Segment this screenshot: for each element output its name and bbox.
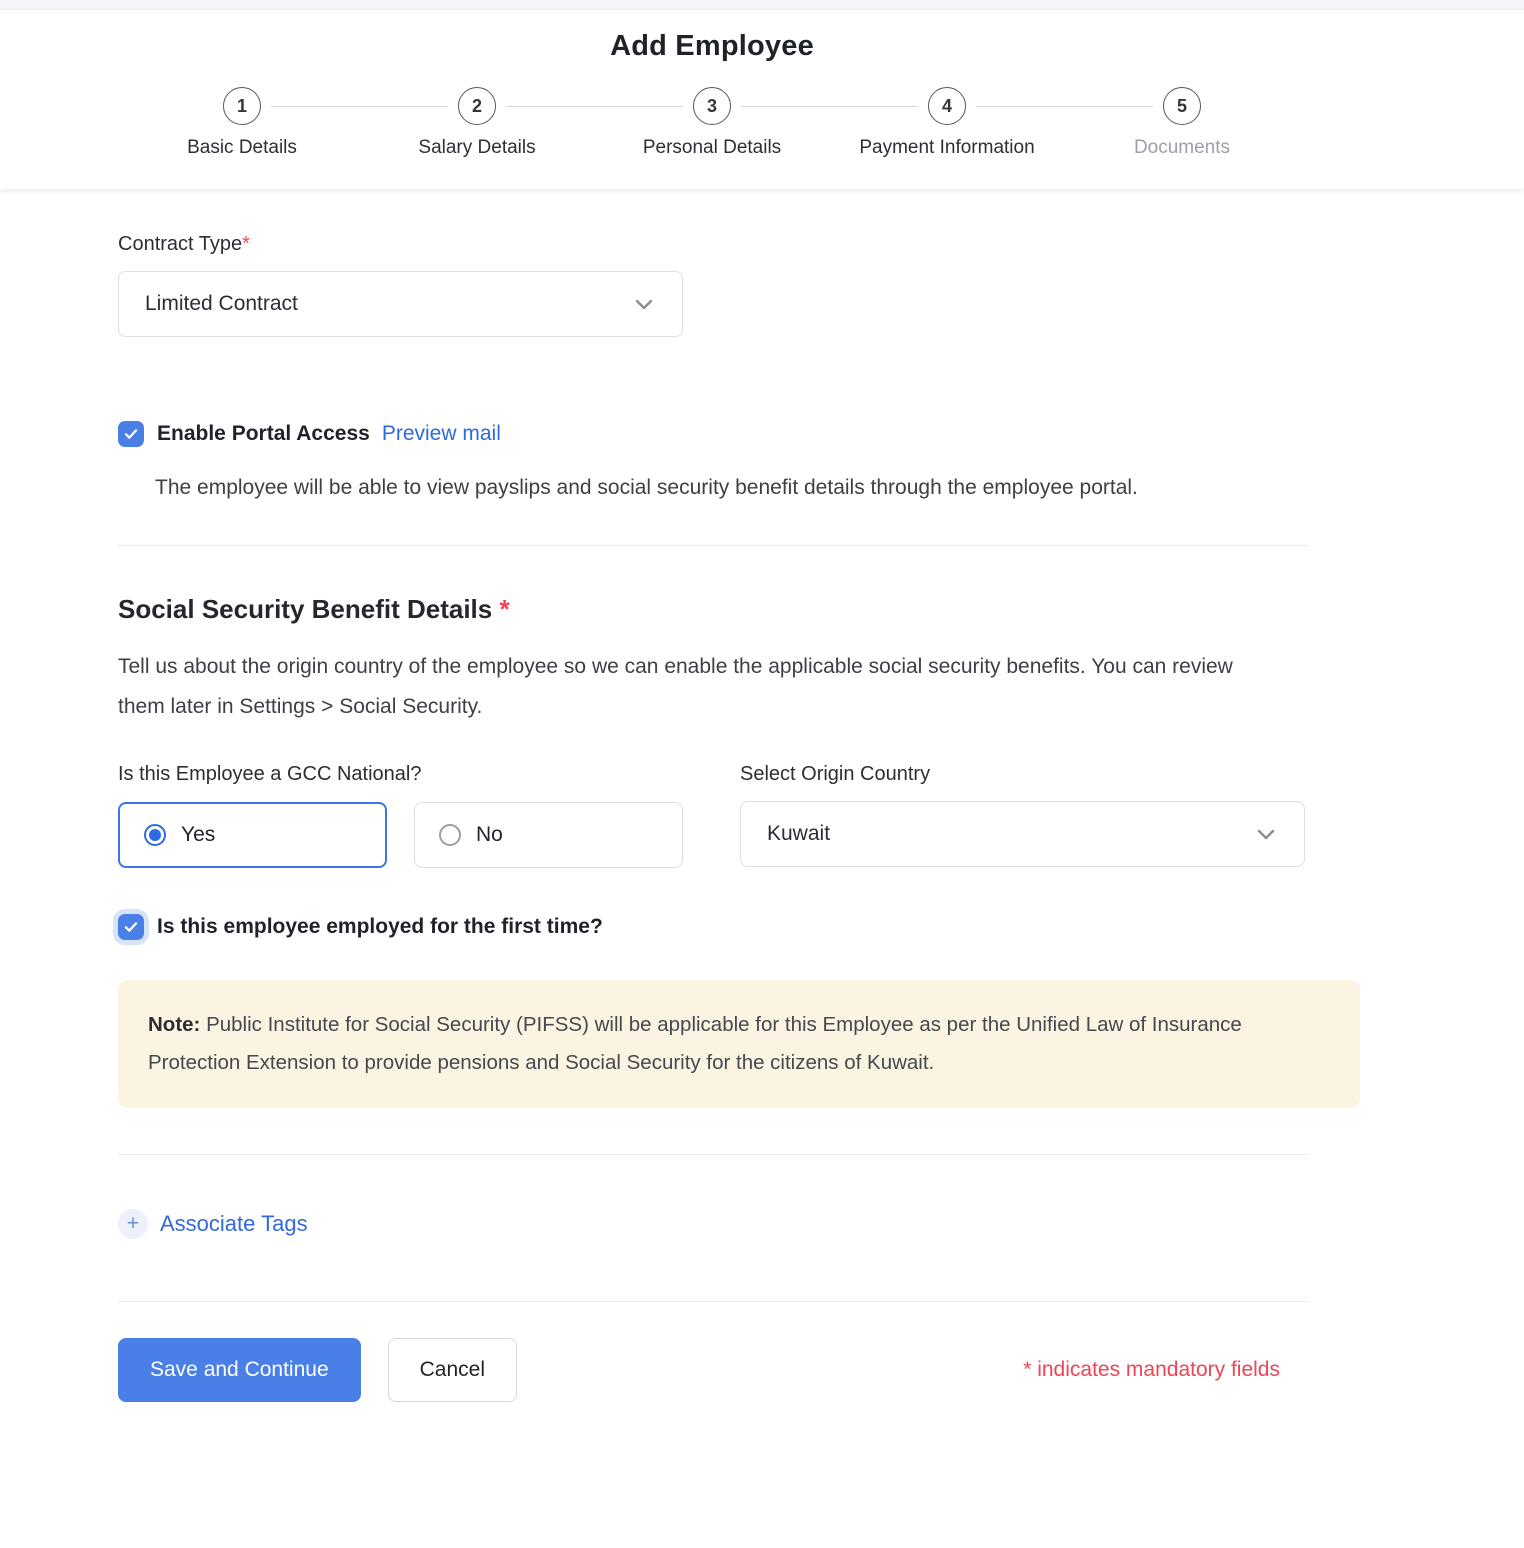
first-time-employed-label: Is this employee employed for the first time? bbox=[157, 915, 603, 938]
step-personal-details[interactable] bbox=[595, 87, 830, 159]
step-documents[interactable] bbox=[1065, 87, 1300, 159]
section-divider bbox=[118, 545, 1308, 546]
enable-portal-access-label: Enable Portal Access bbox=[157, 422, 370, 445]
associate-tags-link[interactable] bbox=[118, 1209, 1524, 1239]
gcc-national-label: Is this Employee a GCC National? bbox=[118, 763, 422, 785]
step-label: Personal Details bbox=[642, 137, 782, 158]
first-time-employed-row bbox=[118, 914, 1524, 940]
preview-mail-link[interactable]: Preview mail bbox=[381, 422, 501, 445]
form-actions bbox=[118, 1338, 1360, 1402]
step-number: 2 bbox=[458, 87, 496, 125]
contract-type-field bbox=[118, 233, 1524, 337]
gcc-no-option[interactable] bbox=[414, 802, 683, 868]
check-icon bbox=[123, 919, 139, 935]
step-salary-details[interactable] bbox=[360, 87, 595, 159]
associate-tags-label: Associate Tags bbox=[160, 1211, 308, 1236]
radio-unselected-icon bbox=[439, 824, 461, 846]
gcc-no-label: No bbox=[476, 823, 503, 846]
page-top-strip bbox=[0, 0, 1524, 10]
check-icon bbox=[123, 426, 139, 442]
contract-type-value: Limited Contract bbox=[145, 292, 298, 315]
step-label: Salary Details bbox=[418, 137, 536, 158]
contract-type-select[interactable] bbox=[118, 271, 683, 337]
section-divider bbox=[118, 1301, 1308, 1302]
portal-access-description: The employee will be able to view payslips and social security benefit details through the employee portal. bbox=[155, 476, 1138, 499]
step-number: 5 bbox=[1163, 87, 1201, 125]
gcc-yes-label: Yes bbox=[181, 823, 216, 846]
origin-country-select[interactable] bbox=[740, 801, 1305, 867]
mandatory-fields-note: * indicates mandatory fields bbox=[1023, 1358, 1280, 1381]
note-prefix: Note: bbox=[148, 1013, 201, 1036]
step-basic-details[interactable] bbox=[125, 87, 360, 159]
social-security-description: Tell us about the origin country of the employee so we can enable the applicable social security benefits. You can review them later in Settings > Social Security. bbox=[118, 655, 1233, 718]
plus-icon: + bbox=[118, 1209, 148, 1239]
radio-selected-icon bbox=[144, 824, 166, 846]
save-and-continue-button[interactable]: Save and Continue bbox=[118, 1338, 361, 1402]
origin-country-label: Select Origin Country bbox=[740, 763, 931, 785]
first-time-employed-checkbox[interactable] bbox=[118, 914, 144, 940]
step-label: Payment Information bbox=[859, 137, 1035, 158]
step-number: 4 bbox=[928, 87, 966, 125]
gcc-national-field bbox=[118, 763, 683, 868]
required-asterisk: * bbox=[499, 594, 510, 624]
page-title: Add Employee bbox=[610, 30, 814, 62]
social-security-heading: Social Security Benefit Details * bbox=[118, 594, 510, 624]
note-text: Public Institute for Social Security (PIFSS) will be applicable for this Employee as per the Unified Law of Insurance Protection Extension to provide pensions and Social Security for the citizens of Kuwait. bbox=[148, 1013, 1242, 1074]
pifss-note bbox=[118, 980, 1360, 1108]
required-asterisk: * bbox=[242, 233, 250, 255]
enable-portal-access-checkbox[interactable] bbox=[118, 421, 144, 447]
gcc-yes-option[interactable] bbox=[118, 802, 387, 868]
chevron-down-icon bbox=[632, 292, 656, 316]
step-label: Documents bbox=[1133, 137, 1231, 158]
step-number: 1 bbox=[223, 87, 261, 125]
origin-country-value: Kuwait bbox=[767, 822, 831, 845]
step-number: 3 bbox=[693, 87, 731, 125]
step-label: Basic Details bbox=[187, 137, 297, 158]
cancel-button[interactable]: Cancel bbox=[388, 1338, 517, 1402]
section-divider bbox=[118, 1154, 1308, 1155]
contract-type-label: Contract Type* bbox=[118, 233, 250, 255]
wizard-header bbox=[0, 10, 1524, 189]
portal-access-section bbox=[118, 421, 1524, 508]
chevron-down-icon bbox=[1254, 822, 1278, 846]
form-body bbox=[0, 189, 1524, 1402]
step-payment-information[interactable] bbox=[830, 87, 1065, 159]
stepper bbox=[0, 87, 1424, 159]
origin-country-field bbox=[740, 763, 1305, 868]
